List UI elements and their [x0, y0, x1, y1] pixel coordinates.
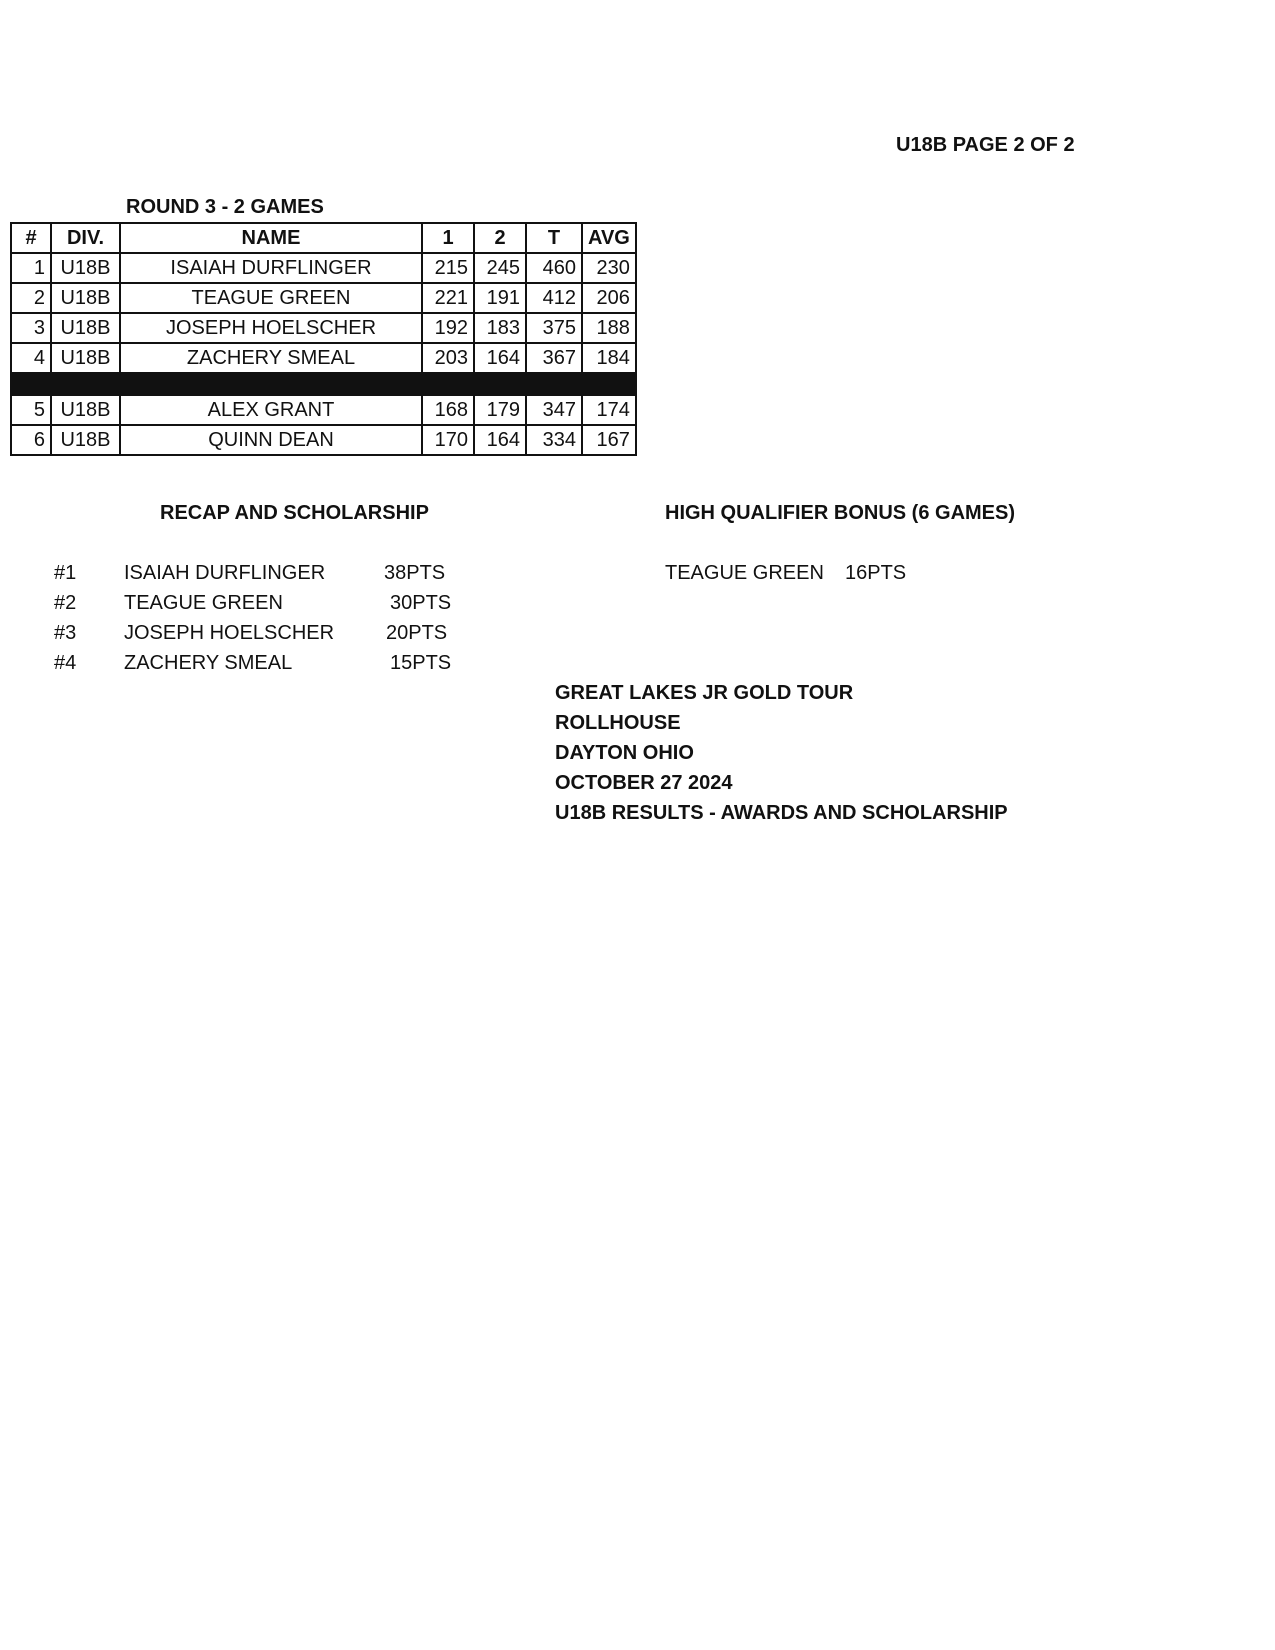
cell-average: 188 [582, 313, 636, 343]
cell-average: 206 [582, 283, 636, 313]
cell-average: 167 [582, 425, 636, 455]
cell-name: QUINN DEAN [120, 425, 422, 455]
cell-division: U18B [51, 283, 120, 313]
cell-total: 334 [526, 425, 582, 455]
cell-average: 230 [582, 253, 636, 283]
col-header-game1: 1 [422, 223, 474, 253]
bonus-title: HIGH QUALIFIER BONUS (6 GAMES) [665, 502, 1016, 524]
results-table [10, 222, 637, 456]
table-row [11, 425, 636, 455]
cell-game1: 170 [422, 425, 474, 455]
cell-name: ISAIAH DURFLINGER [120, 253, 422, 283]
recap-name: TEAGUE GREEN [124, 592, 283, 614]
col-header-game2: 2 [474, 223, 526, 253]
cell-game1: 192 [422, 313, 474, 343]
cell-name: JOSEPH HOELSCHER [120, 313, 422, 343]
cell-division: U18B [51, 343, 120, 373]
cell-game2: 164 [474, 343, 526, 373]
event-venue: ROLLHOUSE [555, 712, 681, 734]
recap-item [54, 652, 474, 680]
cell-name: TEAGUE GREEN [120, 283, 422, 313]
col-header-name: NAME [120, 223, 422, 253]
bonus-item [665, 562, 925, 590]
cell-game1: 203 [422, 343, 474, 373]
table-row [11, 283, 636, 313]
cell-total: 347 [526, 395, 582, 425]
recap-place: #1 [54, 562, 77, 584]
cell-game1: 215 [422, 253, 474, 283]
cell-average: 184 [582, 343, 636, 373]
cell-name: ALEX GRANT [120, 395, 422, 425]
round-title: ROUND 3 - 2 GAMES [126, 196, 324, 218]
bonus-name: TEAGUE GREEN [665, 562, 824, 584]
event-location: DAYTON OHIO [555, 742, 694, 764]
cell-rank: 3 [11, 313, 51, 343]
cell-division: U18B [51, 313, 120, 343]
recap-place: #4 [54, 652, 77, 674]
bonus-points: 16PTS [845, 562, 907, 584]
cell-division: U18B [51, 253, 120, 283]
cell-total: 412 [526, 283, 582, 313]
cell-total: 367 [526, 343, 582, 373]
recap-name: ZACHERY SMEAL [124, 652, 293, 674]
recap-points: 15PTS [390, 652, 452, 674]
event-results-title: U18B RESULTS - AWARDS AND SCHOLARSHIP [555, 802, 1008, 824]
table-row [11, 343, 636, 373]
cell-average: 174 [582, 395, 636, 425]
recap-title: RECAP AND SCHOLARSHIP [160, 502, 429, 524]
table-row [11, 395, 636, 425]
recap-item [54, 622, 474, 650]
col-header-average: AVG [582, 223, 636, 253]
cell-game2: 179 [474, 395, 526, 425]
recap-place: #2 [54, 592, 77, 614]
event-tour-name: GREAT LAKES JR GOLD TOUR [555, 682, 854, 704]
recap-points: 30PTS [390, 592, 452, 614]
event-date: OCTOBER 27 2024 [555, 772, 733, 794]
recap-name: ISAIAH DURFLINGER [124, 562, 326, 584]
recap-item [54, 562, 474, 590]
table-row [11, 253, 636, 283]
cell-game1: 168 [422, 395, 474, 425]
col-header-total: T [526, 223, 582, 253]
cell-rank: 1 [11, 253, 51, 283]
cut-line-divider [11, 373, 636, 395]
recap-item [54, 592, 474, 620]
page-label: U18B PAGE 2 OF 2 [896, 134, 1075, 156]
cell-game2: 164 [474, 425, 526, 455]
recap-name: JOSEPH HOELSCHER [124, 622, 335, 644]
cut-line-bar [11, 373, 636, 395]
cell-rank: 4 [11, 343, 51, 373]
cell-total: 375 [526, 313, 582, 343]
cell-game1: 221 [422, 283, 474, 313]
cell-total: 460 [526, 253, 582, 283]
cell-rank: 2 [11, 283, 51, 313]
col-header-rank: # [11, 223, 51, 253]
recap-place: #3 [54, 622, 77, 644]
table-header-row [11, 223, 636, 253]
cell-division: U18B [51, 425, 120, 455]
cell-game2: 245 [474, 253, 526, 283]
cell-rank: 6 [11, 425, 51, 455]
cell-division: U18B [51, 395, 120, 425]
cell-name: ZACHERY SMEAL [120, 343, 422, 373]
cell-game2: 183 [474, 313, 526, 343]
table-row [11, 313, 636, 343]
cell-game2: 191 [474, 283, 526, 313]
recap-points: 20PTS [386, 622, 448, 644]
cell-rank: 5 [11, 395, 51, 425]
col-header-division: DIV. [51, 223, 120, 253]
recap-points: 38PTS [384, 562, 446, 584]
